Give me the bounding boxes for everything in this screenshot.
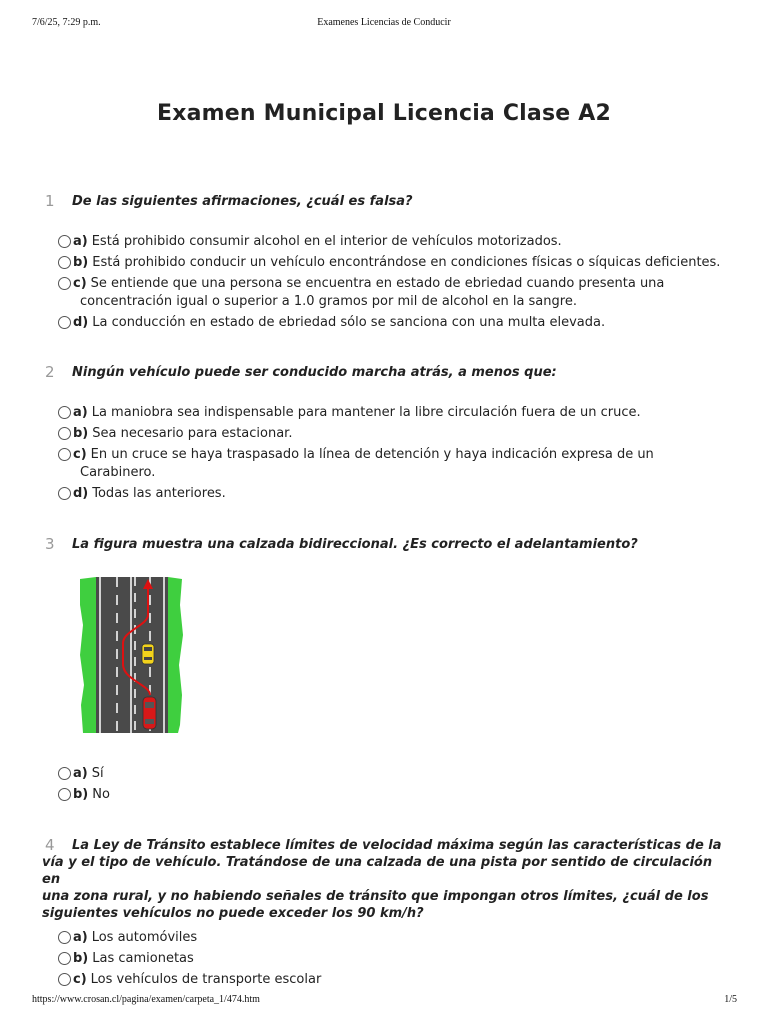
print-header (0, 17, 768, 31)
answer-option[interactable] (58, 314, 738, 332)
option-letter: d) (73, 486, 89, 501)
question-1 (42, 193, 732, 210)
option-letter: c) (73, 972, 87, 987)
answer-option[interactable] (58, 233, 738, 251)
option-text: La conducción en estado de ebriedad sólo se sanciona con una multa elevada. (92, 315, 606, 330)
question-text-line: La Ley de Tránsito establece límites de velocidad máxima según las características de la (72, 838, 722, 853)
print-page-number: 1/5 (724, 994, 737, 1005)
option-text: No (92, 787, 110, 802)
radio-button[interactable] (58, 235, 71, 248)
question-number: 1 (45, 192, 55, 210)
answer-option[interactable] (58, 971, 738, 989)
answer-option[interactable] (58, 786, 738, 804)
option-letter: b) (73, 787, 89, 802)
question-number: 4 (45, 836, 55, 854)
question-number: 3 (45, 535, 55, 553)
answer-option[interactable] (58, 950, 738, 968)
option-text: En un cruce se haya traspasado la línea de detención y haya indicación expresa de un (90, 447, 654, 462)
radio-button[interactable] (58, 952, 71, 965)
option-letter: c) (73, 276, 87, 291)
option-text: Todas las anteriores. (92, 486, 226, 501)
option-text-continued: Carabinero. (80, 465, 156, 480)
radio-button[interactable] (58, 427, 71, 440)
print-url[interactable]: https://www.crosan.cl/pagina/examen/carpeta_1/474.htm (32, 994, 260, 1005)
red-car (143, 697, 156, 729)
option-text: Los vehículos de transporte escolar (90, 972, 322, 987)
answer-option[interactable] (58, 929, 738, 947)
radio-button[interactable] (58, 767, 71, 780)
answer-option[interactable] (58, 765, 738, 783)
road-overtaking-figure (80, 575, 184, 735)
option-text: Está prohibido conducir un vehículo encontrándose en condiciones físicas o síquicas deficientes. (92, 255, 721, 270)
question-text: De las siguientes afirmaciones, ¿cuál es falsa? (72, 194, 413, 209)
radio-button[interactable] (58, 931, 71, 944)
left-grass (80, 577, 97, 733)
question-text-line: una zona rural, y no habiendo señales de tránsito que impongan otros límites, ¿cuál de los (42, 889, 709, 904)
answer-option[interactable] (58, 425, 738, 443)
question-text-continued (42, 854, 732, 922)
question-text (72, 837, 722, 854)
print-document-title: Examenes Licencias de Conducir (317, 17, 451, 28)
answer-option[interactable] (58, 446, 738, 482)
option-letter: d) (73, 315, 89, 330)
answer-options-3 (58, 765, 738, 807)
option-text: Se entiende que una persona se encuentra en estado de ebriedad cuando presenta una (90, 276, 665, 291)
option-text: Las camionetas (92, 951, 194, 966)
option-letter: c) (73, 447, 87, 462)
question-4 (42, 837, 732, 922)
option-text-continued: concentración igual o superior a 1.0 gramos por mil de alcohol en la sangre. (80, 294, 577, 309)
question-text-line: siguientes vehículos no puede exceder los 90 km/h? (42, 906, 424, 921)
option-text: La maniobra sea indispensable para mantener la libre circulación fuera de un cruce. (91, 405, 641, 420)
question-number: 2 (45, 363, 55, 381)
question-text: Ningún vehículo puede ser conducido marcha atrás, a menos que: (72, 365, 557, 380)
option-text: Sí (91, 766, 104, 781)
question-3 (42, 536, 732, 553)
answer-option[interactable] (58, 485, 738, 503)
radio-button[interactable] (58, 487, 71, 500)
answer-option[interactable] (58, 404, 738, 422)
radio-button[interactable] (58, 406, 71, 419)
right-grass (167, 577, 183, 733)
radio-button[interactable] (58, 788, 71, 801)
answer-options-4 (58, 929, 738, 992)
radio-button[interactable] (58, 256, 71, 269)
answer-option[interactable] (58, 275, 738, 311)
question-text-line: vía y el tipo de vehículo. Tratándose de una calzada de una pista por sentido de circulación en (42, 855, 713, 887)
option-letter: a) (73, 405, 88, 420)
yellow-car (142, 644, 154, 664)
option-letter: a) (73, 234, 88, 249)
radio-button[interactable] (58, 316, 71, 329)
option-letter: b) (73, 951, 89, 966)
radio-button[interactable] (58, 277, 71, 290)
answer-options-2 (58, 404, 738, 506)
option-letter: a) (73, 766, 88, 781)
answer-option[interactable] (58, 254, 738, 272)
page-title: Examen Municipal Licencia Clase A2 (157, 101, 611, 126)
question-text: La figura muestra una calzada bidireccional. ¿Es correcto el adelantamiento? (72, 537, 638, 552)
print-datetime: 7/6/25, 7:29 p.m. (32, 17, 101, 28)
answer-options-1 (58, 233, 738, 335)
question-2 (42, 364, 732, 381)
road-asphalt (96, 577, 168, 733)
radio-button[interactable] (58, 973, 71, 986)
option-letter: a) (73, 930, 88, 945)
option-text: Está prohibido consumir alcohol en el interior de vehículos motorizados. (91, 234, 562, 249)
option-text: Los automóviles (91, 930, 198, 945)
radio-button[interactable] (58, 448, 71, 461)
option-text: Sea necesario para estacionar. (92, 426, 293, 441)
option-letter: b) (73, 426, 89, 441)
print-footer (0, 994, 768, 1008)
option-letter: b) (73, 255, 89, 270)
